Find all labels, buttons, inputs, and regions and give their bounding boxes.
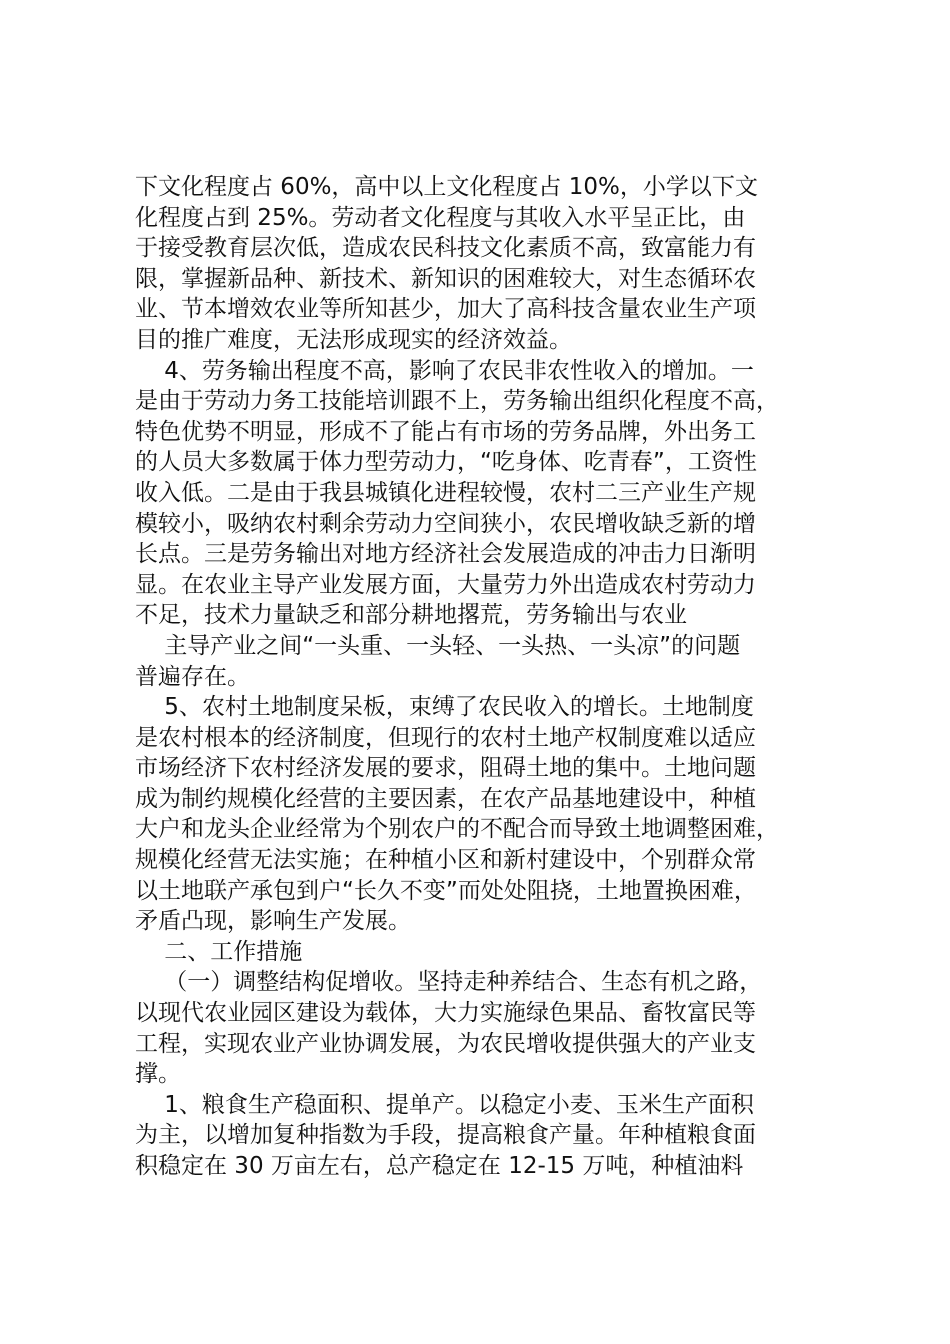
text-line: 显。在农业主导产业发展方面，大量劳力外出造成农村劳动力 — [135, 571, 756, 598]
text-line: 是由于劳动力务工技能培训跟不上，劳务输出组织化程度不高， — [135, 388, 779, 415]
text-line: 收入低。二是由于我县城镇化进程较慢，农村二三产业生产规 — [135, 479, 756, 506]
text-line: 是农村根本的经济制度，但现行的农村土地产权制度难以适应 — [135, 724, 756, 751]
text-line: 4、劳务输出程度不高，影响了农民非农性收入的增加。一 — [135, 357, 754, 384]
text-line: 规模化经营无法实施；在种植小区和新村建设中，个别群众常 — [135, 847, 756, 874]
text-line: （一）调整结构促增收。坚持走种养结合、生态有机之路， — [135, 969, 763, 996]
text-line: 撑。 — [135, 1061, 181, 1088]
text-line: 模较小，吸纳农村剩余劳动力空间狭小，农民增收缺乏新的增 — [135, 510, 756, 537]
text-line: 不足，技术力量缺乏和部分耕地撂荒，劳务输出与农业 — [135, 602, 687, 629]
text-line: 市场经济下农村经济发展的要求，阻碍土地的集中。土地问题 — [135, 755, 756, 782]
text-line: 普遍存在。 — [135, 663, 250, 690]
text-line: 特色优势不明显，形成不了能占有市场的劳务品牌，外出务工 — [135, 418, 756, 445]
text-line: 矛盾凸现，影响生产发展。 — [135, 908, 411, 935]
text-line: 业、节本增效农业等所知甚少，加大了高科技含量农业生产项 — [135, 296, 756, 323]
text-line: 以现代农业园区建设为载体，大力实施绿色果品、畜牧富民等 — [135, 1000, 756, 1027]
text-line: 化程度占到 25%。劳动者文化程度与其收入水平呈正比，由 — [135, 204, 746, 231]
text-line: 下文化程度占 60%，高中以上文化程度占 10%，小学以下文 — [135, 174, 758, 200]
text-line: 限，掌握新品种、新技术、新知识的困难较大，对生态循环农 — [135, 265, 756, 292]
text-line: 的人员大多数属于体力型劳动力，“吃身体、吃青春”，工资性 — [135, 449, 757, 476]
document-body — [135, 172, 855, 1182]
text-line: 长点。三是劳务输出对地方经济社会发展造成的冲击力日渐明 — [135, 541, 756, 568]
text-line: 积稳定在 30 万亩左右，总产稳定在 12-15 万吨，种植油料 — [135, 1153, 744, 1179]
text-line: 为主，以增加复种指数为手段，提高粮食产量。年种植粮食面 — [135, 1122, 756, 1149]
text-line: 成为制约规模化经营的主要因素，在农产品基地建设中，种植 — [135, 785, 756, 812]
section-heading: 二、工作措施 — [135, 938, 303, 965]
text-line: 5、农村土地制度呆板，束缚了农民收入的增长。土地制度 — [135, 694, 754, 721]
text-line: 以土地联产承包到户“长久不变”而处处阻挠，土地置换困难， — [135, 877, 757, 904]
text-line: 主导产业之间“一头重、一头轻、一头热、一头凉”的问题 — [135, 632, 741, 659]
text-line: 目的推广难度，无法形成现实的经济效益。 — [135, 326, 572, 353]
text-line: 工程，实现农业产业协调发展，为农民增收提供强大的产业支 — [135, 1030, 756, 1057]
text-line: 1、粮食生产稳面积、提单产。以稳定小麦、玉米生产面积 — [135, 1091, 754, 1118]
text-line: 大户和龙头企业经常为个别农户的不配合而导致土地调整困难， — [135, 816, 779, 843]
text-line: 于接受教育层次低，造成农民科技文化素质不高，致富能力有 — [135, 235, 756, 262]
